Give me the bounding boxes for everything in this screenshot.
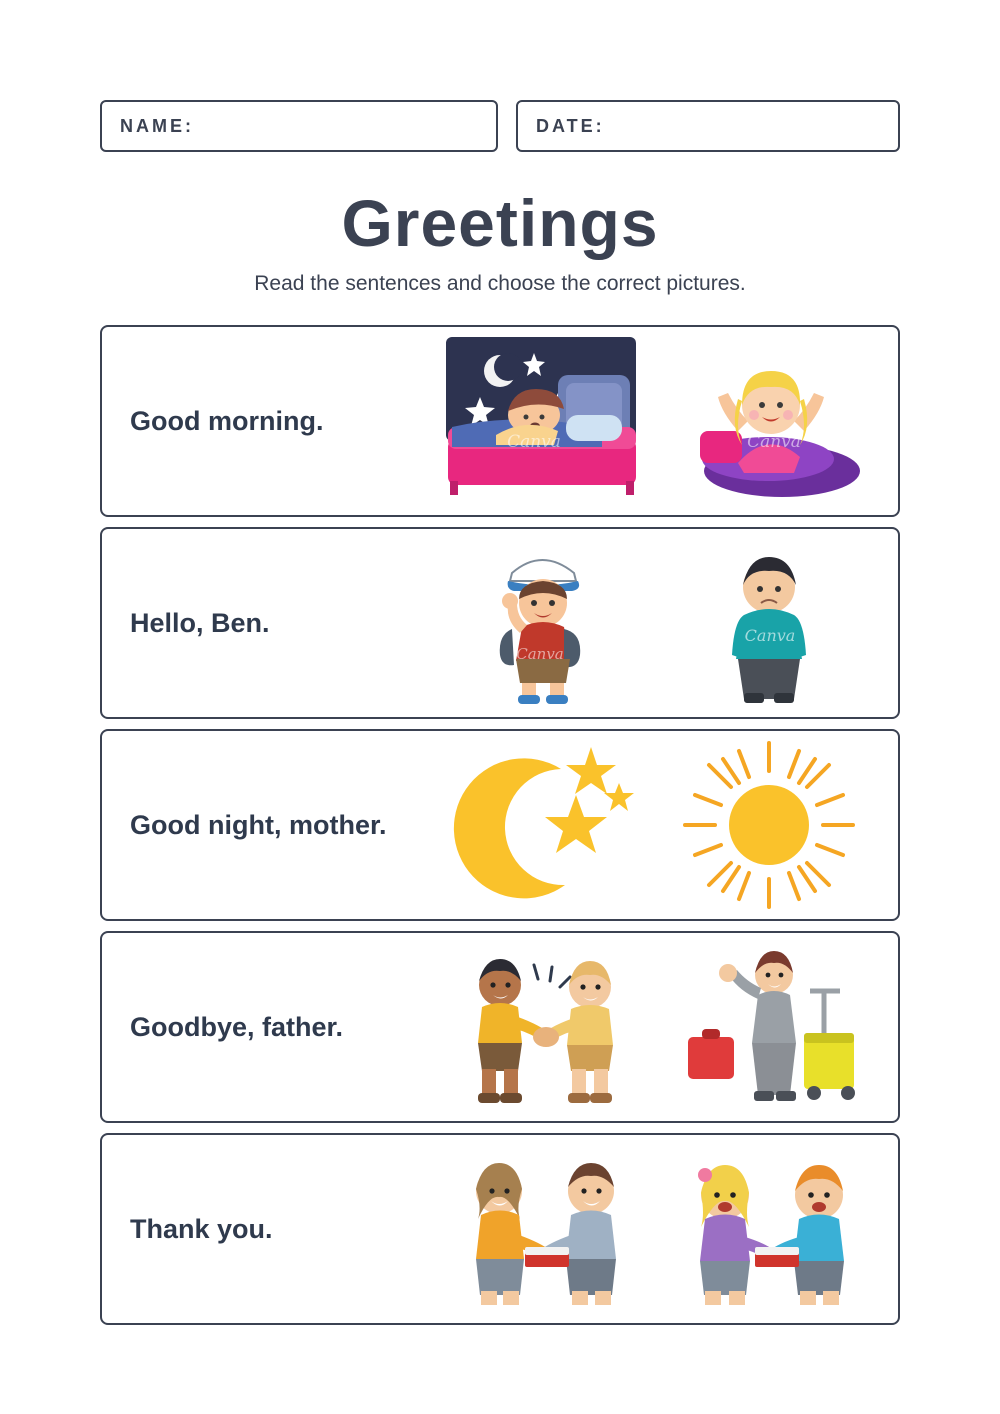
question-row (100, 931, 900, 1123)
page-subtitle: Read the sentences and choose the correct pictures. (254, 272, 746, 295)
option-sharing-book[interactable] (432, 1139, 654, 1319)
option-group (432, 933, 898, 1121)
question-row (100, 1133, 900, 1325)
option-moon-stars[interactable] (432, 735, 654, 915)
option-boy-waving[interactable] (432, 533, 654, 713)
question-list (100, 325, 900, 1335)
name-label: NAME: (120, 115, 194, 136)
option-fighting-over-book[interactable] (658, 1139, 880, 1319)
option-group (432, 1135, 898, 1323)
option-sleeping-boy[interactable] (432, 331, 654, 511)
question-prompt: Hello, Ben. (130, 607, 270, 638)
name-field[interactable] (100, 100, 498, 152)
page-title: Greetings (341, 186, 659, 260)
option-group (432, 731, 898, 919)
date-label: DATE: (536, 115, 605, 136)
question-row (100, 729, 900, 921)
option-sad-boy[interactable] (658, 533, 880, 713)
option-group (432, 529, 898, 717)
option-sun[interactable] (658, 735, 880, 915)
option-man-with-luggage[interactable] (658, 937, 880, 1117)
question-prompt: Good night, mother. (130, 809, 387, 840)
option-waking-girl[interactable] (658, 331, 880, 511)
question-row (100, 325, 900, 517)
svg-text:Canva: Canva (747, 432, 801, 452)
option-group (432, 327, 898, 515)
question-prompt: Thank you. (130, 1213, 273, 1244)
question-prompt: Goodbye, father. (130, 1011, 344, 1042)
date-field[interactable] (516, 100, 900, 152)
question-prompt: Good morning. (130, 405, 324, 436)
header-fields (100, 100, 900, 152)
svg-text:Canva: Canva (507, 432, 561, 452)
option-children-handshake[interactable] (432, 937, 654, 1117)
question-row (100, 527, 900, 719)
svg-text:Canva: Canva (516, 645, 564, 663)
svg-text:Canva: Canva (744, 626, 796, 645)
